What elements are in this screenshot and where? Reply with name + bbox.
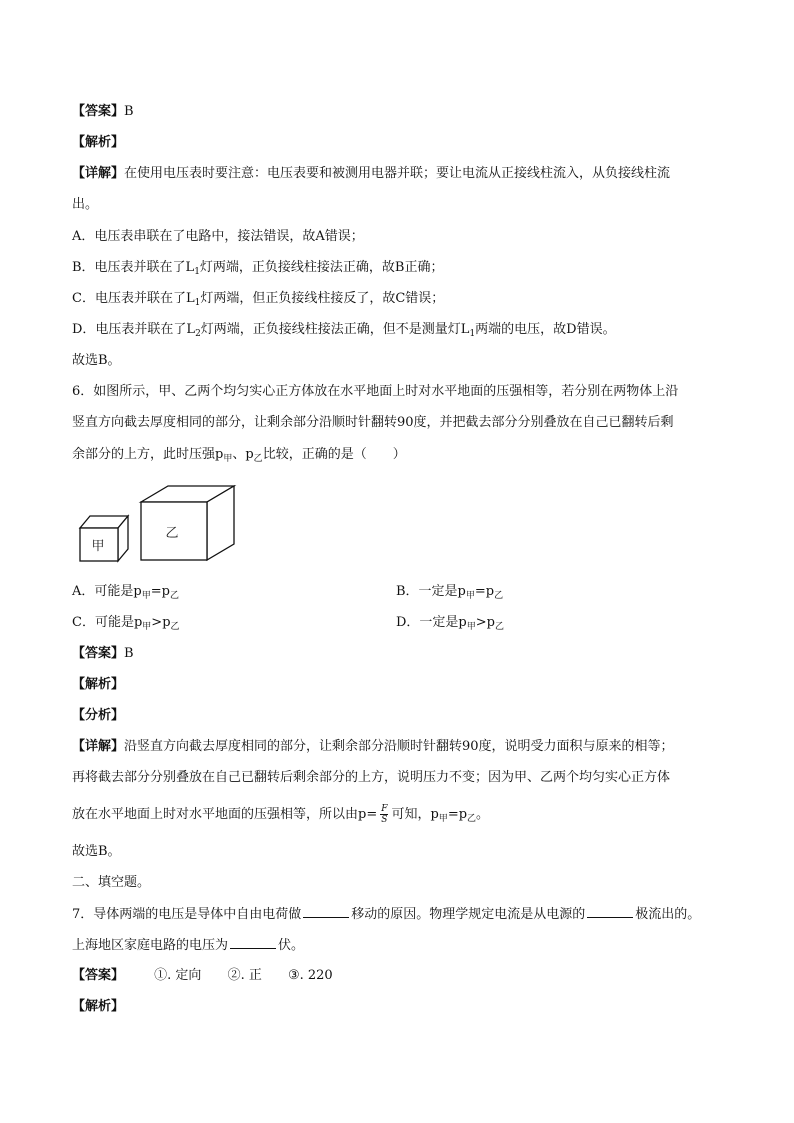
frac-denominator: S — [381, 815, 388, 825]
answer-tag: 【答案】 — [72, 968, 125, 983]
q7-stem1-pre: 7．导体两端的电压是导体中自由电荷做 — [72, 907, 302, 922]
q6-option-d — [396, 614, 504, 632]
q7-analysis-tag: 【解析】 — [72, 999, 125, 1014]
answer-tag: 【答案】 — [72, 104, 125, 119]
q5-explain-b — [72, 259, 443, 277]
answer-1: ①. 定向 — [154, 968, 202, 983]
q5-answer-line — [72, 103, 134, 121]
opt-a-sub2: 乙 — [169, 591, 179, 601]
detail3-sub2: 乙 — [467, 814, 477, 824]
answer-value: B — [124, 646, 134, 661]
stem3-pre: 余部分的上方，此时压强p — [72, 447, 224, 462]
q6-option-c — [72, 614, 180, 632]
q7-stem1-mid: 移动的原因。物理学规定电流是从电源的 — [351, 907, 586, 922]
q5-conclusion: 故选B。 — [72, 353, 121, 368]
q5-explain-c — [72, 290, 444, 308]
opt-d-pre: D．一定是p — [396, 615, 467, 630]
blank-2 — [587, 905, 633, 918]
q6-analysis-tag: 【解析】 — [72, 677, 125, 692]
opt-d-sub2: 乙 — [494, 622, 504, 632]
q6-stem-line1: 6．如图所示，甲、乙两个均匀实心正方体放在水平地面上时对水平地面的压强相等，若分别在两物体上沿 — [72, 384, 679, 399]
q5-explain-a: A．电压表串联在了电路中，接法错误，故A错误； — [72, 229, 364, 244]
stem3-mid: 、p — [232, 447, 254, 462]
q6-detail-line3 — [72, 804, 489, 825]
explain-d-sub2: 1 — [469, 329, 476, 339]
small-cube-label: 甲 — [91, 539, 105, 554]
opt-c-pre: C．可能是p — [72, 615, 143, 630]
q7-stem2-post: 伏。 — [278, 938, 305, 953]
q5-analysis-tag: 【解析】 — [72, 135, 125, 150]
opt-a-mid: =p — [150, 584, 170, 599]
opt-c-mid: >p — [151, 615, 171, 630]
opt-b-pre: B．一定是p — [396, 584, 466, 599]
detail3-pre: 放在水平地面上时对水平地面的压强相等，所以由p= — [72, 807, 378, 822]
q6-detail-line2: 再将截去部分分别叠放在自己已翻转后剩余部分的上方，说明压力不变；因为甲、乙两个均匀实心正方体 — [72, 770, 671, 785]
q5-detail-line1 — [72, 165, 670, 183]
q5-explain-d — [72, 321, 616, 339]
explain-b-sub: 1 — [194, 267, 200, 277]
detail3-post: 。 — [476, 807, 490, 822]
q7-answer-line — [72, 967, 333, 985]
detail3-sub1: 甲 — [438, 814, 448, 824]
large-cube-label: 乙 — [165, 526, 179, 541]
detail-text: 沿竖直方向截去厚度相同的部分，让剩余部分沿顺时针翻转90度，说明受力面积与原来的相等； — [124, 739, 674, 754]
explain-d-pre: D．电压表并联在了L — [72, 322, 196, 337]
stem3-sub2: 乙 — [253, 454, 263, 464]
opt-c-sub2: 乙 — [170, 622, 180, 632]
q6-option-a — [72, 583, 179, 601]
q6-stem-line3 — [72, 446, 406, 464]
q6-answer-line — [72, 645, 134, 663]
large-cube — [141, 486, 234, 560]
q7-stem-line2 — [72, 936, 304, 955]
pressure-fraction — [380, 804, 388, 825]
q7-stem2-pre: 上海地区家庭电路的电压为 — [72, 938, 229, 953]
opt-a-pre: A．可能是p — [72, 584, 142, 599]
explain-c-sub: 1 — [194, 298, 201, 308]
explain-d-sub: 2 — [195, 329, 201, 339]
opt-d-sub1: 甲 — [466, 622, 476, 632]
opt-a-sub1: 甲 — [141, 591, 151, 601]
answer-2: ②. 正 — [227, 968, 262, 983]
q6-detail-line1 — [72, 738, 674, 756]
explain-d-post: 两端的电压，故D错误。 — [475, 322, 616, 337]
detail-text: 在使用电压表时要注意：电压表要和被测用电器并联；要让电流从正接线柱流入，从负接线柱流 — [124, 166, 671, 181]
opt-c-sub1: 甲 — [142, 622, 152, 632]
opt-b-sub2: 乙 — [494, 591, 504, 601]
explain-b-pre: B．电压表并联在了L — [72, 260, 195, 275]
q5-detail-line2: 出。 — [72, 197, 99, 212]
detail-tag: 【详解】 — [72, 166, 125, 181]
blank-1 — [303, 905, 349, 918]
detail-tag: 【详解】 — [72, 739, 125, 754]
q6-stem-line2: 竖直方向截去厚度相同的部分，让剩余部分沿顺时针翻转90度，并把截去部分分别叠放在自己已翻转后剩 — [72, 415, 674, 430]
q7-stem-line1 — [72, 905, 700, 924]
explain-c-post: 灯两端，但正负接线柱接反了，故C错误； — [200, 291, 445, 306]
explain-c-pre: C．电压表并联在了L — [72, 291, 195, 306]
q6-conclusion: 故选B。 — [72, 844, 121, 859]
opt-b-mid: =p — [474, 584, 495, 599]
frac-numerator: F — [381, 804, 388, 814]
section-heading: 二、填空题。 — [72, 875, 151, 890]
answer-value: B — [124, 104, 134, 119]
answer-3: ③. 220 — [287, 968, 333, 983]
answer-tag: 【答案】 — [72, 646, 125, 661]
stem3-post: 比较，正确的是（ ） — [262, 447, 406, 462]
q6-fenxi-tag: 【分析】 — [72, 708, 125, 723]
blank-3 — [230, 936, 276, 949]
stem3-sub1: 甲 — [223, 454, 233, 464]
detail3-mid2: =p — [447, 807, 468, 822]
detail3-mid: 可知，p — [391, 807, 439, 822]
explain-b-post: 灯两端，正负接线柱接法正确，故B正确； — [199, 260, 444, 275]
q7-stem1-post: 极流出的。 — [635, 907, 701, 922]
q6-option-b — [396, 583, 503, 601]
cubes-figure — [74, 484, 244, 564]
opt-b-sub1: 甲 — [465, 591, 475, 601]
opt-d-mid: >p — [475, 615, 495, 630]
explain-d-mid: 灯两端，正负接线柱接法正确，但不是测量灯L — [200, 322, 470, 337]
